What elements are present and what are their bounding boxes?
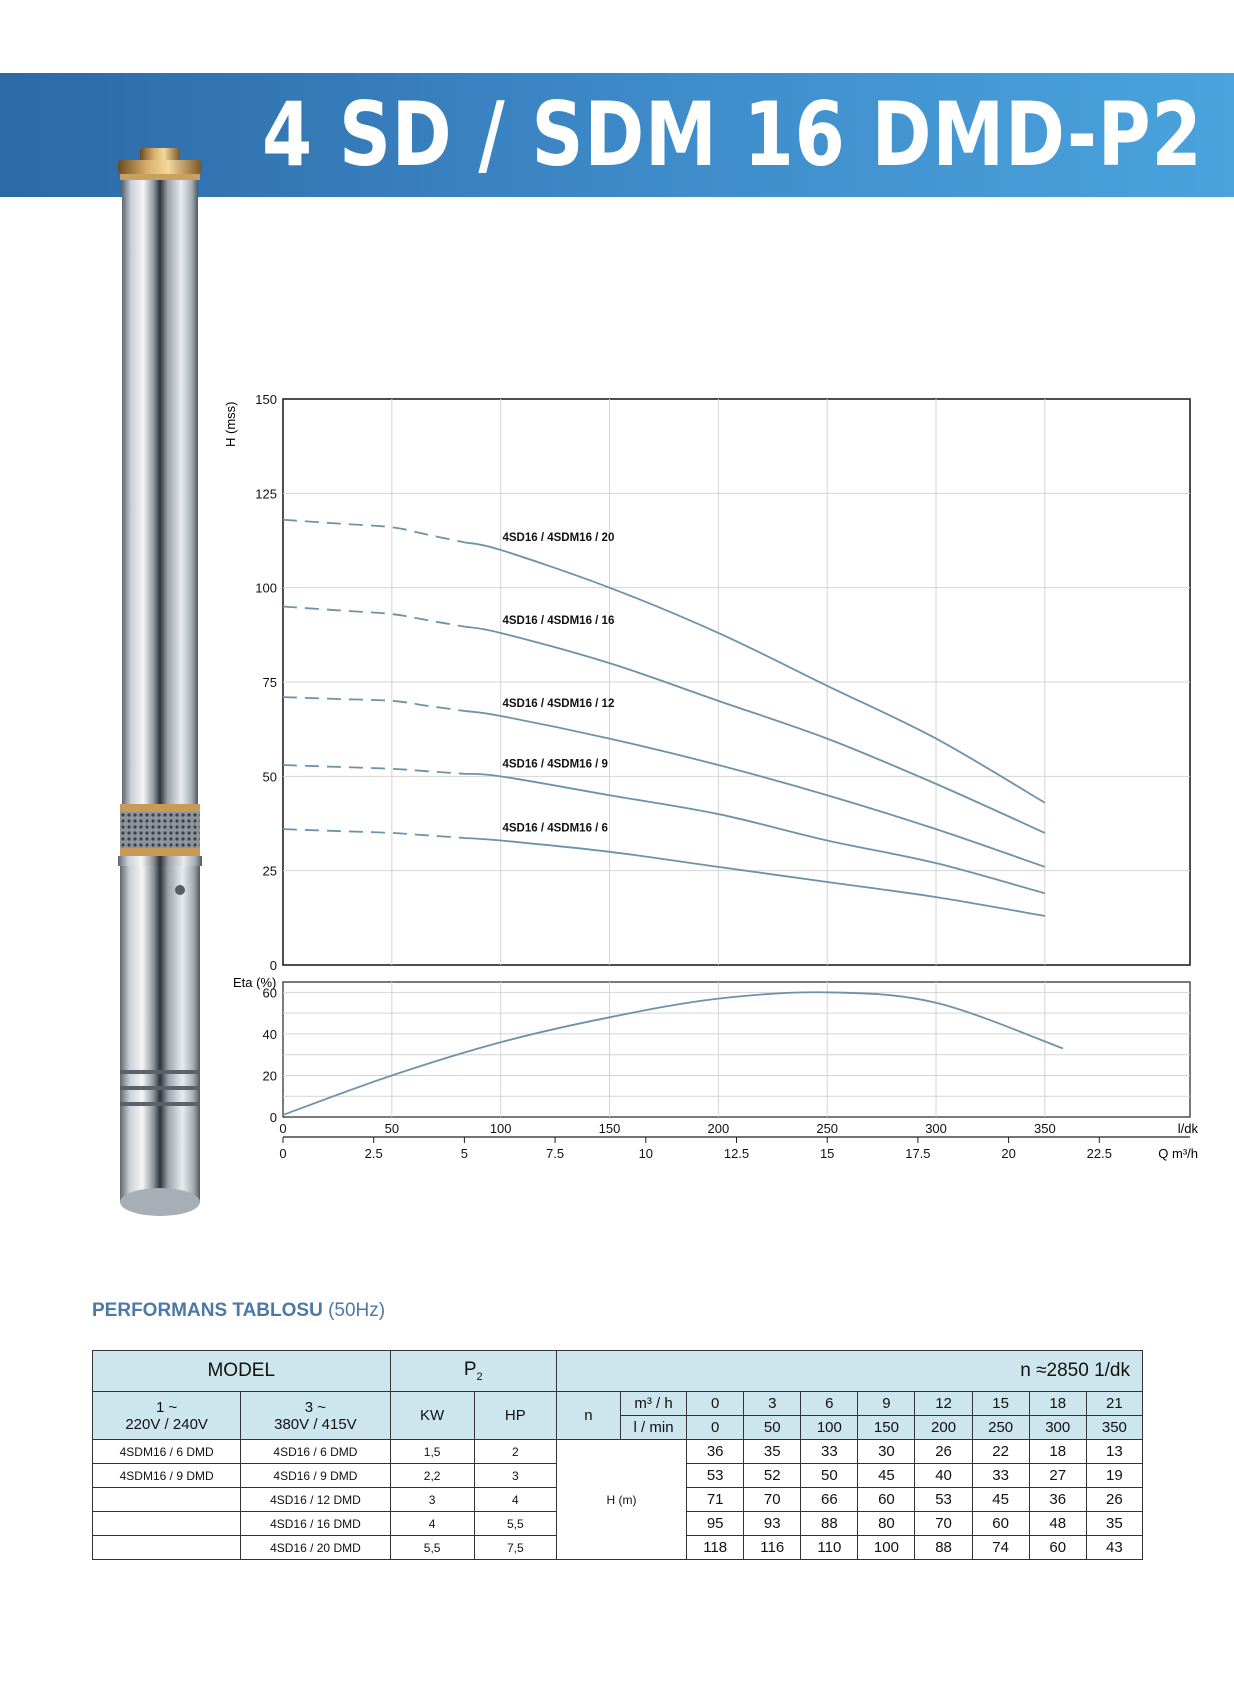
ldk-tick-label: 350 bbox=[1034, 1121, 1056, 1136]
model-3ph: 4SD16 / 16 DMD bbox=[241, 1512, 390, 1536]
model-3ph: 4SD16 / 12 DMD bbox=[241, 1488, 390, 1512]
performance-table bbox=[92, 1350, 1143, 1560]
head-value: 13 bbox=[1086, 1440, 1142, 1464]
lmin-value: 150 bbox=[858, 1416, 915, 1440]
lmin-value: 0 bbox=[687, 1416, 744, 1440]
eta-y-tick-label: 20 bbox=[262, 1068, 277, 1084]
eta-y-axis-label: Eta (%) bbox=[233, 975, 277, 990]
lmin-value: 250 bbox=[972, 1416, 1029, 1440]
m3h-tick-label: 2.5 bbox=[364, 1146, 383, 1161]
m3h-value: 3 bbox=[744, 1392, 801, 1416]
speed-header: n ≈2850 1/dk bbox=[556, 1351, 1142, 1392]
head-value: 40 bbox=[915, 1464, 972, 1488]
m3h-tick-label: 22.5 bbox=[1086, 1146, 1112, 1161]
eta-plot-frame bbox=[283, 982, 1190, 1117]
head-value: 22 bbox=[972, 1440, 1029, 1464]
head-value: 53 bbox=[687, 1464, 744, 1488]
m3h-tick-label: 12.5 bbox=[723, 1146, 750, 1161]
m3h-value: 21 bbox=[1086, 1392, 1142, 1416]
head-y-tick-label: 125 bbox=[255, 486, 277, 502]
lmin-value: 50 bbox=[744, 1416, 801, 1440]
model-1ph: 4SDM16 / 9 DMD bbox=[93, 1464, 241, 1488]
one-phase-header: 1 ~ 220V / 240V bbox=[93, 1392, 241, 1440]
head-value: 60 bbox=[972, 1512, 1029, 1536]
ldk-unit-label: l/dk bbox=[1177, 1121, 1198, 1136]
head-value: 70 bbox=[744, 1488, 801, 1512]
head-value: 33 bbox=[801, 1440, 858, 1464]
head-value: 118 bbox=[687, 1536, 744, 1560]
head-value: 60 bbox=[1029, 1536, 1086, 1560]
head-value: 100 bbox=[858, 1536, 915, 1560]
m3h-value: 15 bbox=[972, 1392, 1029, 1416]
model-3ph: 4SD16 / 20 DMD bbox=[241, 1536, 390, 1560]
page-title: 4 SD / SDM 16 DMD-P2 bbox=[262, 83, 1203, 186]
head-value: 45 bbox=[858, 1464, 915, 1488]
ldk-tick-label: 250 bbox=[816, 1121, 839, 1136]
kw-value: 3 bbox=[390, 1488, 474, 1512]
model-1ph bbox=[93, 1512, 241, 1536]
kw-value: 1,5 bbox=[390, 1440, 474, 1464]
head-value: 60 bbox=[858, 1488, 915, 1512]
model-1ph bbox=[93, 1536, 241, 1560]
curve-label: 4SD16 / 4SDM16 / 6 bbox=[502, 822, 608, 835]
m3h-value: 12 bbox=[915, 1392, 972, 1416]
ldk-tick-label: 200 bbox=[707, 1121, 730, 1136]
section-title: PERFORMANS TABLOSU (50Hz) bbox=[92, 1300, 386, 1321]
eta-chart-grid bbox=[283, 982, 1190, 1117]
lmin-value: 200 bbox=[915, 1416, 972, 1440]
ldk-tick-label: 300 bbox=[925, 1121, 947, 1136]
head-value: 36 bbox=[1029, 1488, 1086, 1512]
model-3ph: 4SD16 / 6 DMD bbox=[241, 1440, 390, 1464]
head-y-axis-label: H (mss) bbox=[223, 401, 238, 447]
model-3ph: 4SD16 / 9 DMD bbox=[241, 1464, 390, 1488]
head-value: 95 bbox=[687, 1512, 744, 1536]
head-value: 33 bbox=[972, 1464, 1029, 1488]
kw-value: 4 bbox=[390, 1512, 474, 1536]
m3h-tick-label: 7.5 bbox=[546, 1146, 565, 1161]
head-y-tick-label: 0 bbox=[269, 958, 277, 973]
head-value: 26 bbox=[1086, 1488, 1142, 1512]
kw-value: 5,5 bbox=[390, 1536, 474, 1560]
curve-label: 4SD16 / 4SDM16 / 12 bbox=[502, 697, 615, 710]
head-value: 45 bbox=[972, 1488, 1029, 1512]
m3h-value: 9 bbox=[858, 1392, 915, 1416]
head-value: 110 bbox=[801, 1536, 858, 1560]
hp-header: HP bbox=[474, 1392, 556, 1440]
head-value: 48 bbox=[1029, 1512, 1086, 1536]
head-value: 74 bbox=[972, 1536, 1029, 1560]
lmin-value: 350 bbox=[1086, 1416, 1142, 1440]
m3h-tick-label: 10 bbox=[638, 1146, 654, 1161]
m3h-value: 6 bbox=[801, 1392, 858, 1416]
model-header: MODEL bbox=[93, 1351, 391, 1392]
curve-label: 4SD16 / 4SDM16 / 9 bbox=[502, 758, 608, 771]
n-header: n bbox=[556, 1392, 620, 1440]
head-value: 26 bbox=[915, 1440, 972, 1464]
hp-value: 5,5 bbox=[474, 1512, 556, 1536]
kw-header: KW bbox=[390, 1392, 474, 1440]
head-value: 66 bbox=[801, 1488, 858, 1512]
head-value: 35 bbox=[1086, 1512, 1142, 1536]
curve-label: 4SD16 / 4SDM16 / 20 bbox=[502, 531, 615, 544]
head-value: 27 bbox=[1029, 1464, 1086, 1488]
head-y-tick-label: 75 bbox=[262, 675, 277, 690]
head-value: 71 bbox=[687, 1488, 744, 1512]
model-1ph bbox=[93, 1488, 241, 1512]
lmin-label: l / min bbox=[620, 1416, 686, 1440]
eta-y-tick-label: 60 bbox=[262, 985, 277, 1001]
curve-label: 4SD16 / 4SDM16 / 16 bbox=[502, 614, 615, 627]
head-y-tick-label: 150 bbox=[255, 392, 277, 407]
head-value: 50 bbox=[801, 1464, 858, 1488]
head-value: 43 bbox=[1086, 1536, 1142, 1560]
kw-value: 2,2 bbox=[390, 1464, 474, 1488]
head-chart-grid bbox=[283, 399, 1190, 965]
three-phase-header: 3 ~ 380V / 415V bbox=[241, 1392, 390, 1440]
m3h-tick-label: 0 bbox=[279, 1146, 287, 1161]
m3h-label: m³ / h bbox=[620, 1392, 686, 1416]
p2-header: $P_2$ bbox=[390, 1351, 556, 1392]
m3h-unit-label: Q m³/h bbox=[1158, 1146, 1198, 1161]
head-value: 18 bbox=[1029, 1440, 1086, 1464]
eta-y-tick-label: 0 bbox=[269, 1110, 277, 1125]
ldk-tick-label: 50 bbox=[384, 1121, 400, 1136]
hp-value: 2 bbox=[474, 1440, 556, 1464]
head-value: 88 bbox=[801, 1512, 858, 1536]
head-value: 70 bbox=[915, 1512, 972, 1536]
head-value: 53 bbox=[915, 1488, 972, 1512]
ldk-tick-label: 0 bbox=[279, 1121, 287, 1136]
ldk-tick-label: 150 bbox=[598, 1121, 621, 1136]
head-y-tick-label: 100 bbox=[255, 580, 277, 596]
m3h-value: 18 bbox=[1029, 1392, 1086, 1416]
head-value: 30 bbox=[858, 1440, 915, 1464]
hp-value: 3 bbox=[474, 1464, 556, 1488]
head-value: 93 bbox=[744, 1512, 801, 1536]
model-1ph: 4SDM16 / 6 DMD bbox=[93, 1440, 241, 1464]
m3h-tick-label: 17.5 bbox=[905, 1146, 931, 1161]
head-value: 80 bbox=[858, 1512, 915, 1536]
hp-value: 4 bbox=[474, 1488, 556, 1512]
m3h-tick-label: 20 bbox=[1001, 1146, 1016, 1161]
m3h-tick-label: 5 bbox=[460, 1146, 469, 1161]
head-value: 116 bbox=[744, 1536, 801, 1560]
lmin-value: 100 bbox=[801, 1416, 858, 1440]
head-value: 88 bbox=[915, 1536, 972, 1560]
head-label: H (m) bbox=[556, 1440, 686, 1560]
ldk-tick-label: 100 bbox=[489, 1121, 512, 1136]
table-row bbox=[93, 1440, 1143, 1464]
m3h-value: 0 bbox=[687, 1392, 744, 1416]
section-note: (50Hz) bbox=[328, 1300, 386, 1321]
m3h-tick-label: 15 bbox=[819, 1146, 835, 1161]
head-value: 52 bbox=[744, 1464, 801, 1488]
head-value: 36 bbox=[687, 1440, 744, 1464]
head-y-tick-label: 25 bbox=[262, 863, 277, 879]
head-value: 35 bbox=[744, 1440, 801, 1464]
head-y-tick-label: 50 bbox=[262, 769, 277, 785]
head-value: 19 bbox=[1086, 1464, 1142, 1488]
hp-value: 7,5 bbox=[474, 1536, 556, 1560]
eta-y-tick-label: 40 bbox=[262, 1026, 277, 1042]
lmin-value: 300 bbox=[1029, 1416, 1086, 1440]
